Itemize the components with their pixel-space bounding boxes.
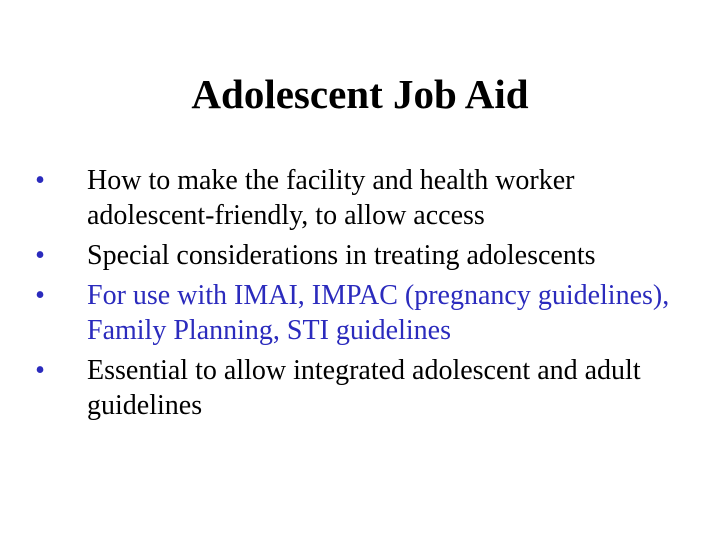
- bullet-text: Essential to allow integrated adolescent and adult guidelines: [87, 355, 641, 421]
- bullet-text: For use with IMAI, IMPAC (pregnancy guidelines), Family Planning, STI guidelines: [87, 280, 670, 346]
- bullet-dot-icon: •: [35, 165, 45, 196]
- bullet-item: [30, 238, 700, 273]
- bullet-item-highlighted: [30, 278, 700, 348]
- bullet-text: How to make the facility and health worker adolescent-friendly, to allow access: [87, 165, 575, 231]
- bullet-dot-icon: •: [35, 280, 45, 311]
- bullet-list: [30, 163, 700, 428]
- bullet-dot-icon: •: [35, 240, 45, 271]
- bullet-dot-icon: •: [35, 355, 45, 386]
- slide-title: Adolescent Job Aid: [191, 71, 529, 117]
- bullet-item: [30, 163, 700, 233]
- bullet-item: [30, 353, 700, 423]
- bullet-text: Special considerations in treating adolescents: [87, 240, 596, 271]
